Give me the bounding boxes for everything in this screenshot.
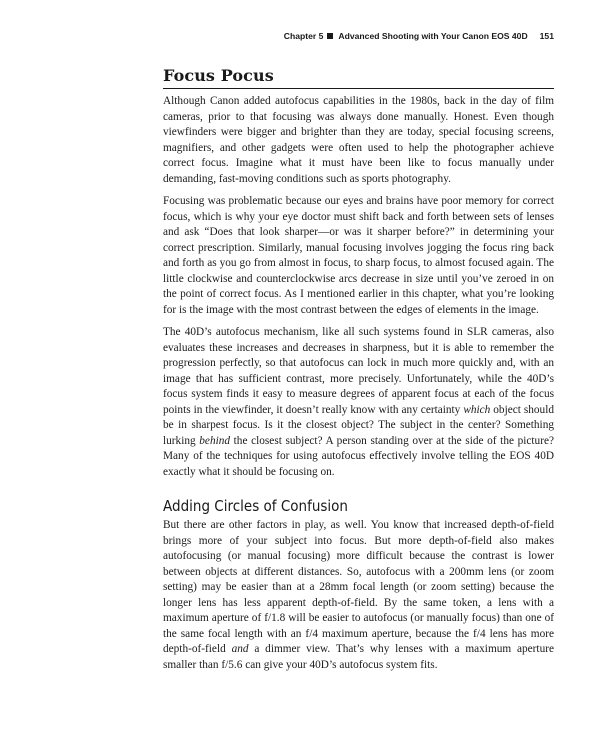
section-heading: Focus Pocus [163,66,554,89]
text-run: But there are other factors in play, as well. You know that increased depth-of-field brings more of your subject into focus. But more depth-of-field also makes autofocusing (or manual focusing) more difficult because the contrast is lower between objects at different distances. So, autofocus with a 200mm lens (or zoom setting) may be easier than at a 28mm focal length (or zoom setting) because the longer lens has less apparent depth-of-field. By the same token, a lens with a maximum aperture of f/1.8 will be easier to autofocus (or manually focus) than one of the same focal length with an f/4 maximum aperture, because the f/4 lens has more depth-of-field [163,519,554,655]
text-run: a dimmer view. That’s why lenses with a maximum aperture smaller than f/5.6 can give your 40D’s autofocus system fits. [163,643,554,671]
page-number: 151 [539,31,554,41]
running-header [163,31,554,41]
emphasis: which [463,403,491,416]
body-paragraph: Focusing was problematic because our eyes and brains have poor memory for correct focus, which is why your eye doctor must shift back and forth between sets of lenses and ask “Does that look sharper—or was it sharper before?” in determining your correct prescription. Similarly, manual focusing involves jogging the focus ring back and forth as you go from almost in focus, to sharp focus, to almost focused again. The little clockwise and counterclockwise arcs decrease in size until you’ve zeroed in on the point of correct focus. As I mentioned earlier in this chapter, what you’re looking for is the image with the most contrast between the edges of elements in the image. [163,195,554,316]
body-paragraph [163,518,554,673]
text-run: The 40D’s autofocus mechanism, like all such systems found in SLR cameras, also evaluates these increases and decreases in sharpness, but it is able to remember the progression perfectly, so that autofocus can lock in much more quickly and, with an image that has sufficient contrast, more precisely. Unfortunately, while the 40D’s focus system finds it easy to measure degrees of apparent focus at each of the focus points in the viewfinder, it doesn’t really know with any certainty [163,326,554,416]
page-body [163,66,554,673]
subsection-heading: Adding Circles of Confusion [163,497,348,515]
text-run: the closest subject? A person standing over at the side of the picture? Many of the techniques for using autofocus effectively involve telling the EOS 40D exactly what it should be focusing on. [163,434,554,478]
chapter-label: Chapter 5 [283,31,324,41]
emphasis: and [231,643,249,655]
chapter-title: Advanced Shooting with Your Canon EOS 40D [338,31,528,41]
square-bullet-icon [327,33,333,39]
body-paragraph [163,325,554,480]
body-paragraph: Although Canon added autofocus capabilities in the 1980s, back in the day of film cameras, prior to that focusing was always done manually. Honest. Even though viewfinders were bigger and brighter than they are today, special focusing screens, magnifiers, and other gadgets were often used to help the photographer achieve correct focus. Imagine what it must have been like to focus manually under demanding, fast-moving conditions such as sports photography. [163,95,554,185]
emphasis: behind [199,434,231,447]
text-run: object should be in sharpest focus. Is it the closest object? The subject in the center? Something lurking [163,403,554,447]
